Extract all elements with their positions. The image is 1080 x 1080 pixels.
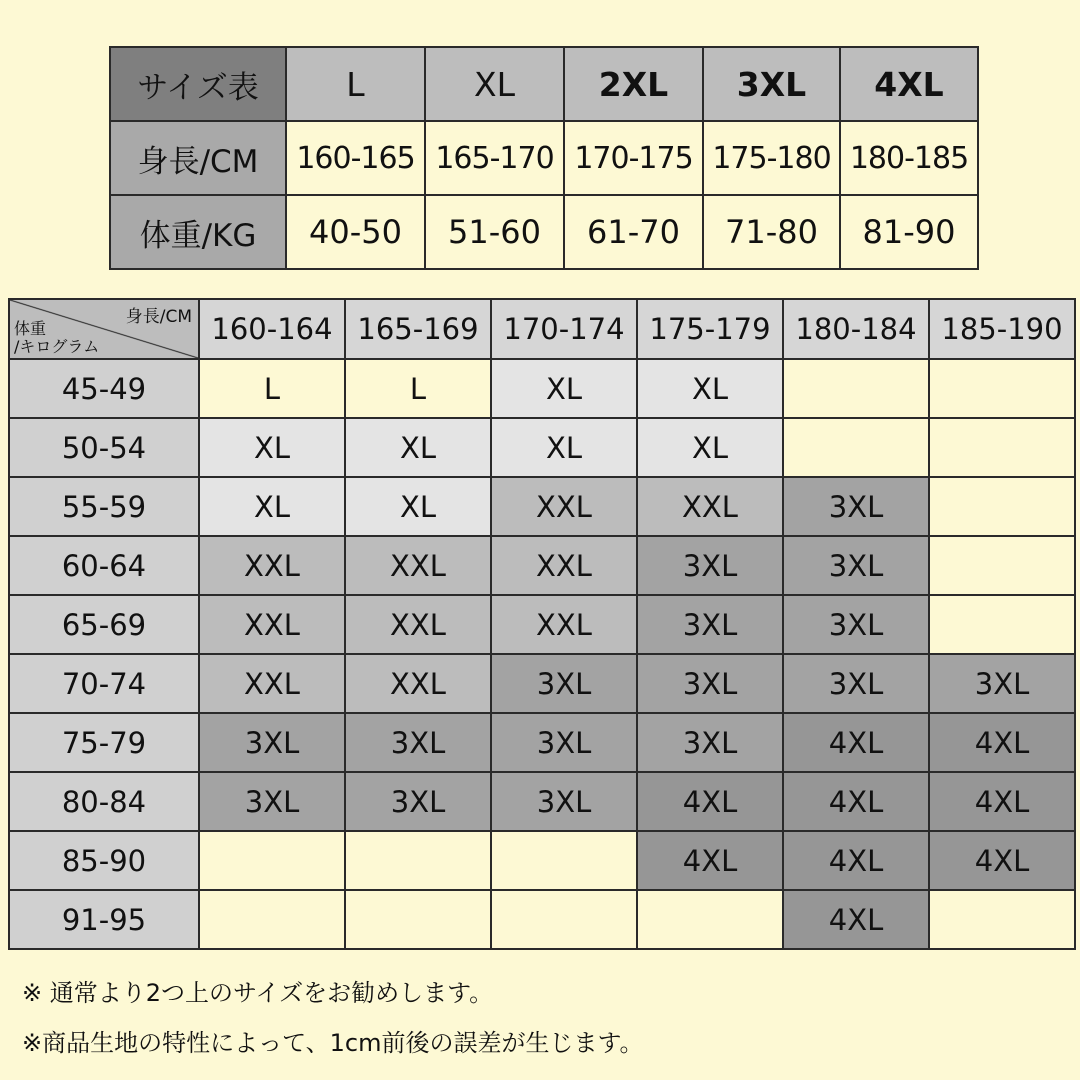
weight-range-label: 55-59	[9, 477, 199, 536]
fit-chart-row	[9, 418, 1075, 477]
fit-chart-row	[9, 772, 1075, 831]
size-cell: XL	[637, 418, 783, 477]
size-cell: XL	[345, 418, 491, 477]
size-cell: XL	[491, 418, 637, 477]
height-range-header: 160-164	[199, 299, 345, 359]
size-cell: XL	[345, 477, 491, 536]
size-cell: 4XL	[637, 831, 783, 890]
empty-cell	[199, 831, 345, 890]
empty-cell	[929, 359, 1075, 418]
empty-cell	[783, 418, 929, 477]
weight-range-label: 75-79	[9, 713, 199, 772]
fit-chart-row	[9, 477, 1075, 536]
size-cell: 4XL	[783, 772, 929, 831]
size-cell: 3XL	[345, 772, 491, 831]
note-line: ※ 通常より2つ上のサイズをお勧めします。	[22, 979, 494, 1007]
height-range-header: 175-179	[637, 299, 783, 359]
corner-weight-label	[14, 320, 99, 356]
size-cell: 4XL	[783, 831, 929, 890]
size-cell: XXL	[199, 654, 345, 713]
weight-value: 81-90	[840, 195, 978, 269]
fit-chart-row	[9, 536, 1075, 595]
weight-row-label: 体重/KG	[110, 195, 286, 269]
height-range-header: 185-190	[929, 299, 1075, 359]
size-cell: 3XL	[637, 654, 783, 713]
size-cell: 3XL	[199, 713, 345, 772]
fit-chart-row	[9, 831, 1075, 890]
empty-cell	[199, 890, 345, 949]
size-cell: 3XL	[491, 772, 637, 831]
size-cell: 3XL	[637, 536, 783, 595]
corner-weight-line-1: 体重	[14, 319, 47, 338]
size-cell: 3XL	[491, 654, 637, 713]
size-cell: 3XL	[783, 477, 929, 536]
fit-chart-corner	[9, 299, 199, 359]
weight-range-label: 50-54	[9, 418, 199, 477]
size-cell: XXL	[345, 654, 491, 713]
size-header-xl: XL	[425, 47, 564, 121]
height-value: 165-170	[425, 121, 564, 195]
weight-range-label: 91-95	[9, 890, 199, 949]
size-cell: 3XL	[199, 772, 345, 831]
size-table-header-row	[110, 47, 978, 121]
weight-range-label: 60-64	[9, 536, 199, 595]
note-line: ※商品生地の特性によって、1cm前後の誤差が生じます。	[22, 1029, 644, 1057]
size-cell: XL	[637, 359, 783, 418]
size-header-l: L	[286, 47, 425, 121]
fit-chart-row	[9, 359, 1075, 418]
size-table-weight-row	[110, 195, 978, 269]
size-header-4xl: 4XL	[840, 47, 978, 121]
empty-cell	[929, 595, 1075, 654]
height-value: 175-180	[703, 121, 840, 195]
size-cell: XXL	[345, 595, 491, 654]
empty-cell	[345, 831, 491, 890]
weight-range-label: 80-84	[9, 772, 199, 831]
size-cell: XXL	[199, 595, 345, 654]
size-cell: XXL	[491, 536, 637, 595]
weight-range-label: 65-69	[9, 595, 199, 654]
size-cell: 3XL	[491, 713, 637, 772]
height-row-label: 身長/CM	[110, 121, 286, 195]
size-table-corner: サイズ表	[110, 47, 286, 121]
weight-value: 51-60	[425, 195, 564, 269]
size-cell: 3XL	[929, 654, 1075, 713]
weight-range-label: 70-74	[9, 654, 199, 713]
empty-cell	[929, 418, 1075, 477]
size-cell: 3XL	[783, 536, 929, 595]
height-value: 170-175	[564, 121, 703, 195]
empty-cell	[929, 890, 1075, 949]
fit-chart-row	[9, 713, 1075, 772]
fit-chart-row	[9, 654, 1075, 713]
empty-cell	[491, 890, 637, 949]
size-cell: XXL	[199, 536, 345, 595]
fit-chart-row	[9, 890, 1075, 949]
size-cell: 4XL	[929, 713, 1075, 772]
notes	[22, 968, 644, 1068]
size-cell: 3XL	[783, 654, 929, 713]
weight-value: 71-80	[703, 195, 840, 269]
weight-range-label: 45-49	[9, 359, 199, 418]
empty-cell	[929, 477, 1075, 536]
size-cell: 4XL	[637, 772, 783, 831]
size-cell: L	[199, 359, 345, 418]
empty-cell	[783, 359, 929, 418]
weight-value: 61-70	[564, 195, 703, 269]
size-cell: XL	[199, 418, 345, 477]
height-value: 160-165	[286, 121, 425, 195]
size-cell: 4XL	[929, 772, 1075, 831]
height-value: 180-185	[840, 121, 978, 195]
fit-chart-header-row	[9, 299, 1075, 359]
corner-weight-line-2: /キログラム	[14, 337, 100, 356]
empty-cell	[637, 890, 783, 949]
size-cell: 4XL	[929, 831, 1075, 890]
corner-height-label: 身長/CM	[125, 307, 192, 327]
size-cell: 3XL	[783, 595, 929, 654]
empty-cell	[345, 890, 491, 949]
weight-range-label: 85-90	[9, 831, 199, 890]
size-header-2xl: 2XL	[564, 47, 703, 121]
weight-value: 40-50	[286, 195, 425, 269]
size-cell: XXL	[345, 536, 491, 595]
empty-cell	[929, 536, 1075, 595]
height-weight-size-chart	[8, 298, 1076, 950]
size-cell: L	[345, 359, 491, 418]
size-table	[109, 46, 979, 270]
size-cell: XXL	[491, 595, 637, 654]
height-range-header: 165-169	[345, 299, 491, 359]
size-cell: XL	[199, 477, 345, 536]
size-cell: 3XL	[345, 713, 491, 772]
fit-chart-row	[9, 595, 1075, 654]
size-cell: XXL	[637, 477, 783, 536]
height-range-header: 170-174	[491, 299, 637, 359]
size-cell: 3XL	[637, 595, 783, 654]
size-cell: 4XL	[783, 890, 929, 949]
size-header-3xl: 3XL	[703, 47, 840, 121]
size-cell: XL	[491, 359, 637, 418]
size-cell: 4XL	[783, 713, 929, 772]
empty-cell	[491, 831, 637, 890]
size-table-height-row	[110, 121, 978, 195]
height-range-header: 180-184	[783, 299, 929, 359]
size-cell: XXL	[491, 477, 637, 536]
size-cell: 3XL	[637, 713, 783, 772]
